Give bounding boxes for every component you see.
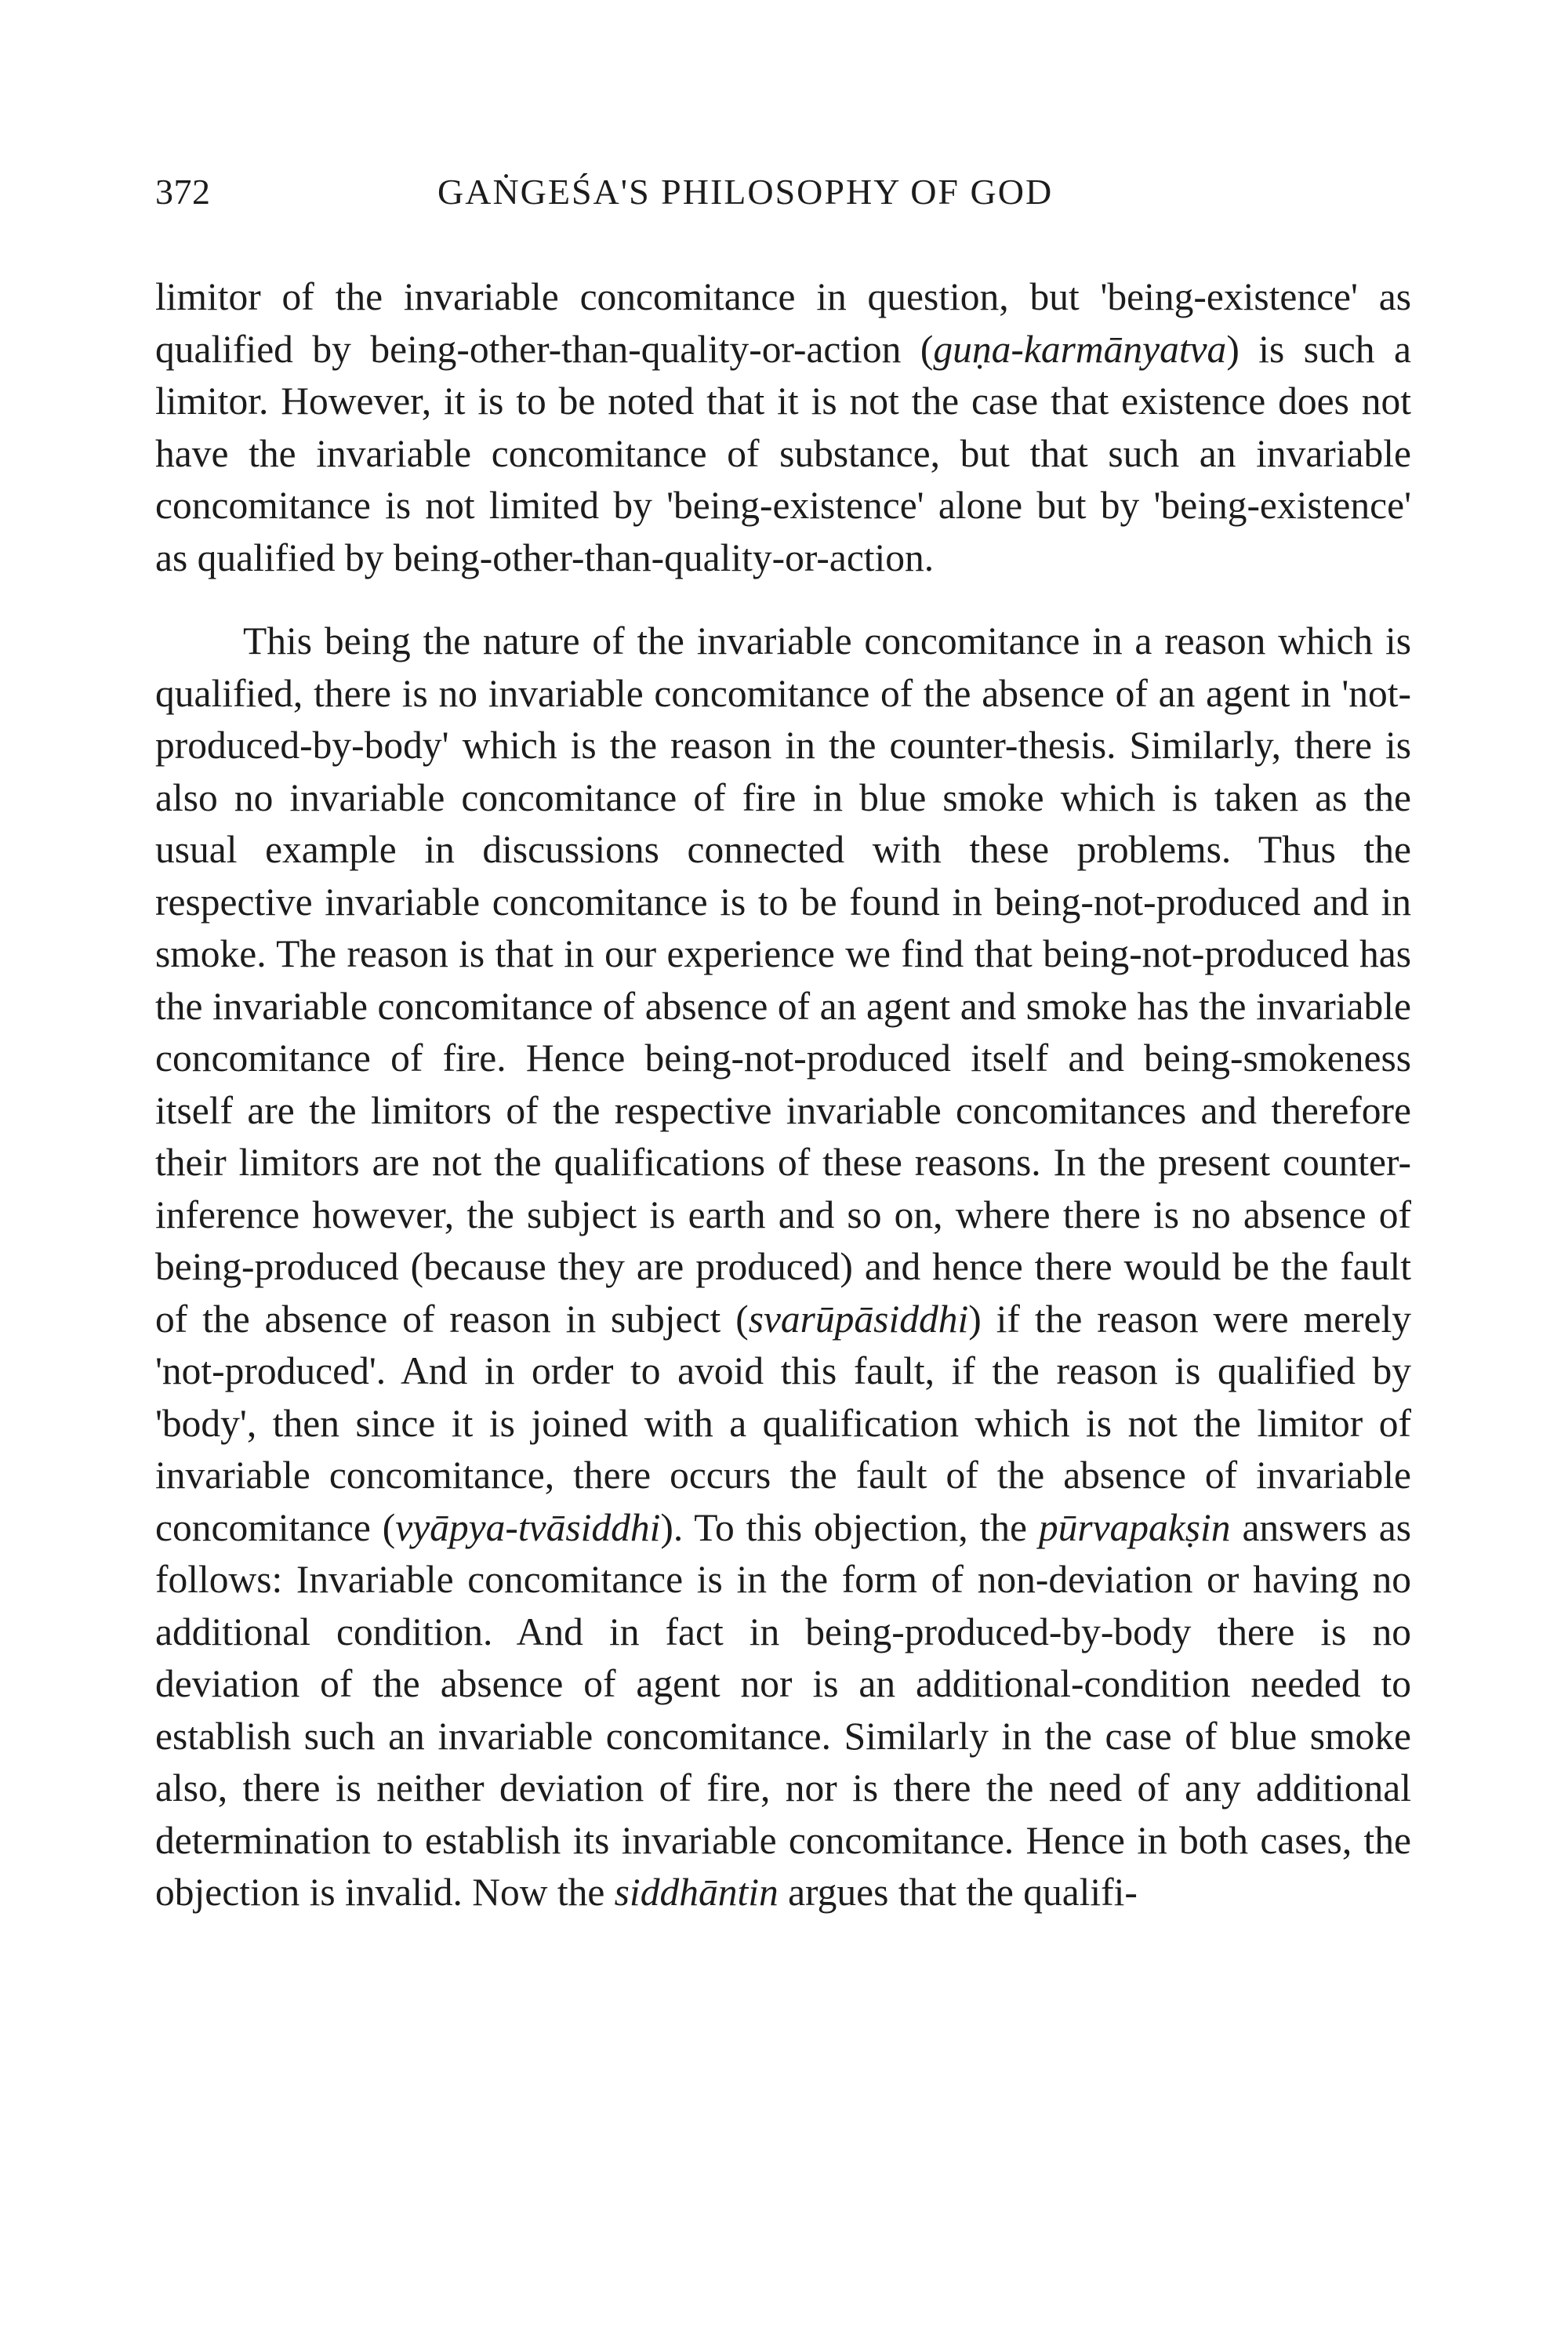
paragraph-1 bbox=[155, 271, 1411, 584]
term-siddhantin: siddhāntin bbox=[614, 1871, 779, 1914]
term-vyapyatvasiddhi: vyāpya-tvāsiddhi bbox=[395, 1505, 661, 1549]
paragraph-2-text-2: ) if the reason were merely 'not-produced'. And in order to avoid this fault, if the reason is qualified by 'body', then since it is joined with a qualification which is not the limitor of invariable concomitance, there occurs the fault of the absence of invariable concomitance ( bbox=[155, 1297, 1411, 1549]
body-text bbox=[155, 271, 1411, 1919]
paragraph-2-text-5: argues that the qualifi- bbox=[778, 1871, 1138, 1914]
paragraph-1-text-1: limitor of the invariable concomitance in question, but 'being-existence' as qualified by being-other-than-quality-or-action ( bbox=[155, 275, 1411, 371]
paragraph-2-text-4: answers as follows: Invariable concomitance is in the form of non-deviation or having no additional condition. And in fact in being-produced-by-body there is no deviation of the absence of agent nor is an additional-condition needed to establish such an invariable concomitance. Similarly in the case of blue smoke also, there is neither deviation of fire, nor is there the need of any additional determination to establish its invariable concomitance. Hence in both cases, the objection is invalid. Now the bbox=[155, 1505, 1411, 1914]
term-purvapaksin: pūrvapakṣin bbox=[1038, 1505, 1231, 1549]
term-guna-karmanyatva: guṇa-karmānyatva bbox=[933, 327, 1227, 371]
paragraph-2-text-1: This being the nature of the invariable concomitance in a reason which is qualified, there is no invariable concomitance of the absence of an agent in 'not-produced-by-body' which is the reason in the counter-thesis. Similarly, there is also no invariable concomitance of fire in blue smoke which is taken as the usual example in discussions connected with these problems. Thus the respective invariable concomitance is to be found in being-not-produced and in smoke. The reason is that in our experience we find that being-not-produced has the invariable concomitance of absence of an agent and smoke has the invariable concomitance of fire. Hence being-not-produced itself and being-smokeness itself are the limitors of the respective invariable concomitances and therefore their limitors are not the qualifications of these reasons. In the present counter-inference however, the subject is earth and so on, where there is no absence of being-produced (because they are produced) and hence there would be the fault of the absence of reason in subject ( bbox=[155, 619, 1411, 1341]
paragraph-2 bbox=[155, 615, 1411, 1919]
paragraph-2-text-3: ). To this objection, the bbox=[660, 1505, 1039, 1549]
book-title: GAṄGEŚA'S PHILOSOPHY OF GOD bbox=[437, 172, 1054, 212]
page-number: 372 bbox=[155, 172, 211, 212]
paragraph-1-text-2: ) is such a limitor. However, it is to be noted that it is not the case that existence does not have the invariable concomitance of substance, but that such an invariable concomitance is not limited by 'being-existence' alone but by 'being-existence' as qualified by being-other-than-quality-or-action. bbox=[155, 327, 1411, 579]
book-page bbox=[155, 171, 1411, 1919]
term-svarupasiddhi: svarūpāsiddhi bbox=[748, 1297, 969, 1341]
running-head bbox=[155, 171, 1411, 234]
